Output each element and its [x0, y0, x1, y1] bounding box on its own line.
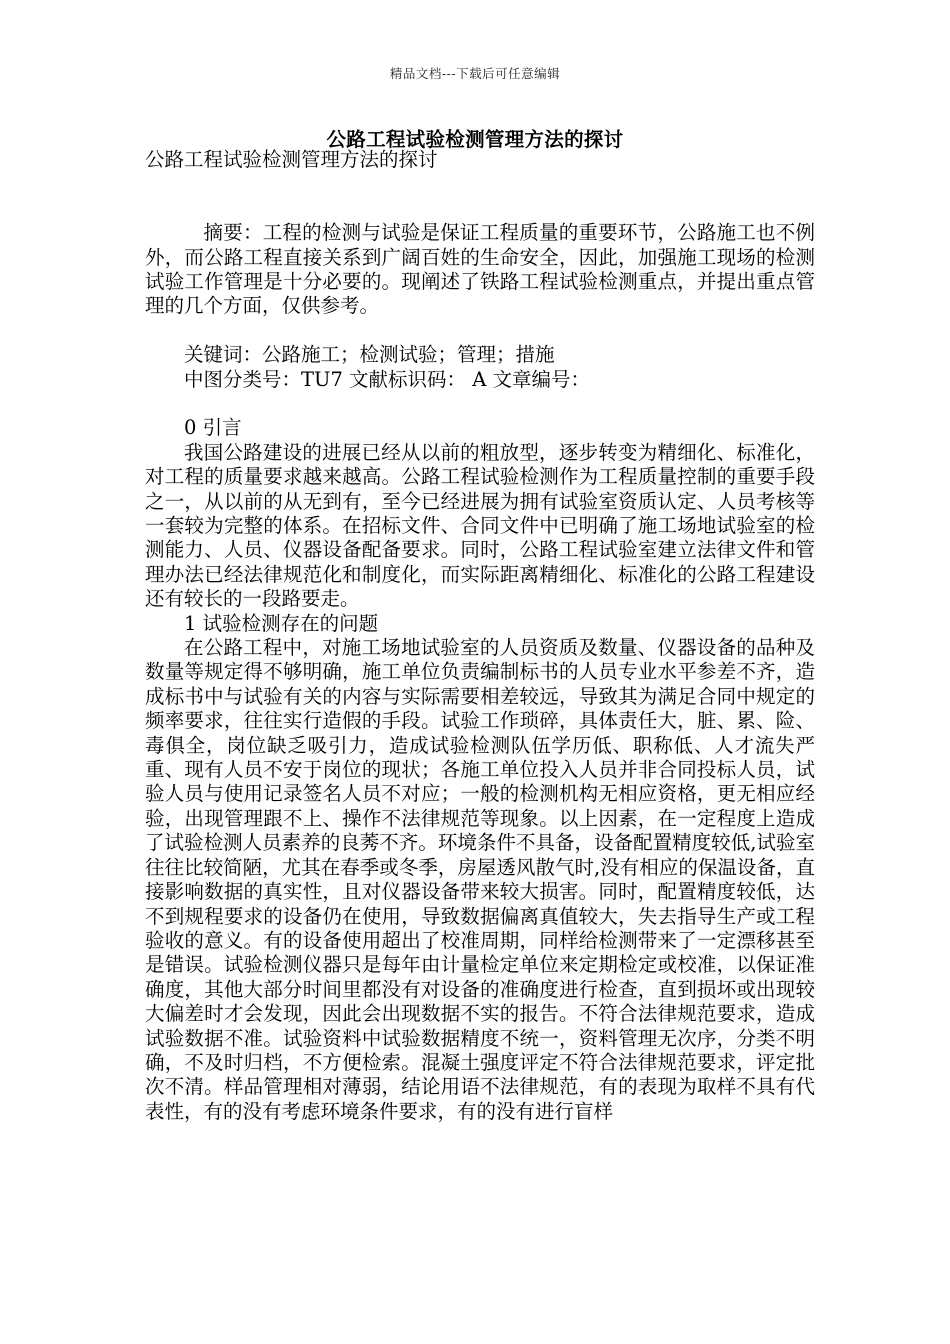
document-title: 公路工程试验检测管理方法的探讨 [326, 128, 624, 151]
problems-paragraph: 在公路工程中，对施工场地试验室的人员资质及数量、仪器设备的品种及数量等规定得不够明确，施工单位负责编制标书的人员专业水平参差不齐，造成标书中与试验有关的内容与实际需要相差较远，导致其为满足合同中规定的频率要求，往往实行造假的手段。试验工作琐碎，具体责任大，脏、累、险、毒俱全，岗位缺乏吸引力，造成试验检测队伍学历低、职称低、人才流失严重、现有人员不安于岗位的现状；各施工单位投入人员并非合同投标人员，试验人员与使用记录签名人员不对应；一般的检测机构无相应资格，更无相应经验，出现管理跟不上、操作不法律规范等现象。以上因素，在一定程度上造成了试验检测人员素养的良莠不齐。环境条件不具备，设备配置精度较低,试验室往往比较简陋，尤其在春季或冬季，房屋透风散气时,没有相应的保温设备，直接影响数据的真实性，且对仪器设备带来较大损害。同时，配置精度较低，达不到规程要求的设备仍在使用，导致数据偏离真值较大，失去指导生产或工程验收的意义。有的设备使用超出了校准周期，同样给检测带来了一定漂移甚至是错误。试验检测仪器只是每年由计量检定单位来定期检定或校准，以保证准确度，其他大部分时间里都没有对设备的准确度进行检查，直到损坏或出现较大偏差时才会发现，因此会出现数据不实的报告。不符合法律规范要求，造成试验数据不准。试验资料中试验数据精度不统一，资料管理无次序，分类不明确，不及时归档，不方便检索。混凝土强度评定不符合法律规范要求，评定批次不清。样品管理相对薄弱，结论用语不法律规范，有的表现为取样不具有代表性，有的没有考虑环境条件要求，有的没有进行盲样 [145, 636, 815, 1123]
section-heading-intro: 0 引言 [184, 416, 242, 440]
spacer [145, 392, 815, 416]
document-subtitle: 公路工程试验检测管理方法的探讨 [145, 148, 438, 171]
spacer [145, 172, 815, 196]
intro-paragraph: 我国公路建设的进展已经从以前的粗放型，逐步转变为精细化、标准化，对工程的质量要求越来越高。公路工程试验检测作为工程质量控制的重要手段之一，从以前的从无到有，至今已经进展为拥有试验室资质认定、人员考核等一套较为完整的体系。在招标文件、合同文件中已明确了施工场地试验室的检测能力、人员、仪器设备配备要求。同时，公路工程试验室建立法律文件和管理办法已经法律规范化和制度化，而实际距离精细化、标准化的公路工程建设还有较长的一段路要走。 [145, 440, 815, 611]
header-note: 精品文档---下载后可任意编辑 [389, 66, 561, 81]
abstract-paragraph: 摘要：工程的检测与试验是保证工程质量的重要环节，公路施工也不例外，而公路工程直接关系到广阔百姓的生命安全，因此，加强施工现场的检测试验工作管理是十分必要的。现阐述了铁路工程试验检测重点，并提出重点管理的几个方面，仅供参考。 [145, 221, 815, 318]
section-heading-problems: 1 试验检测存在的问题 [184, 611, 379, 635]
spacer [145, 197, 815, 221]
document-body [145, 148, 815, 1124]
classification-line: 中图分类号：TU7 文献标识码： A 文章编号： [184, 367, 591, 391]
keywords-line: 关键词：公路施工；检测试验；管理；措施 [184, 343, 555, 367]
spacer [145, 319, 815, 343]
